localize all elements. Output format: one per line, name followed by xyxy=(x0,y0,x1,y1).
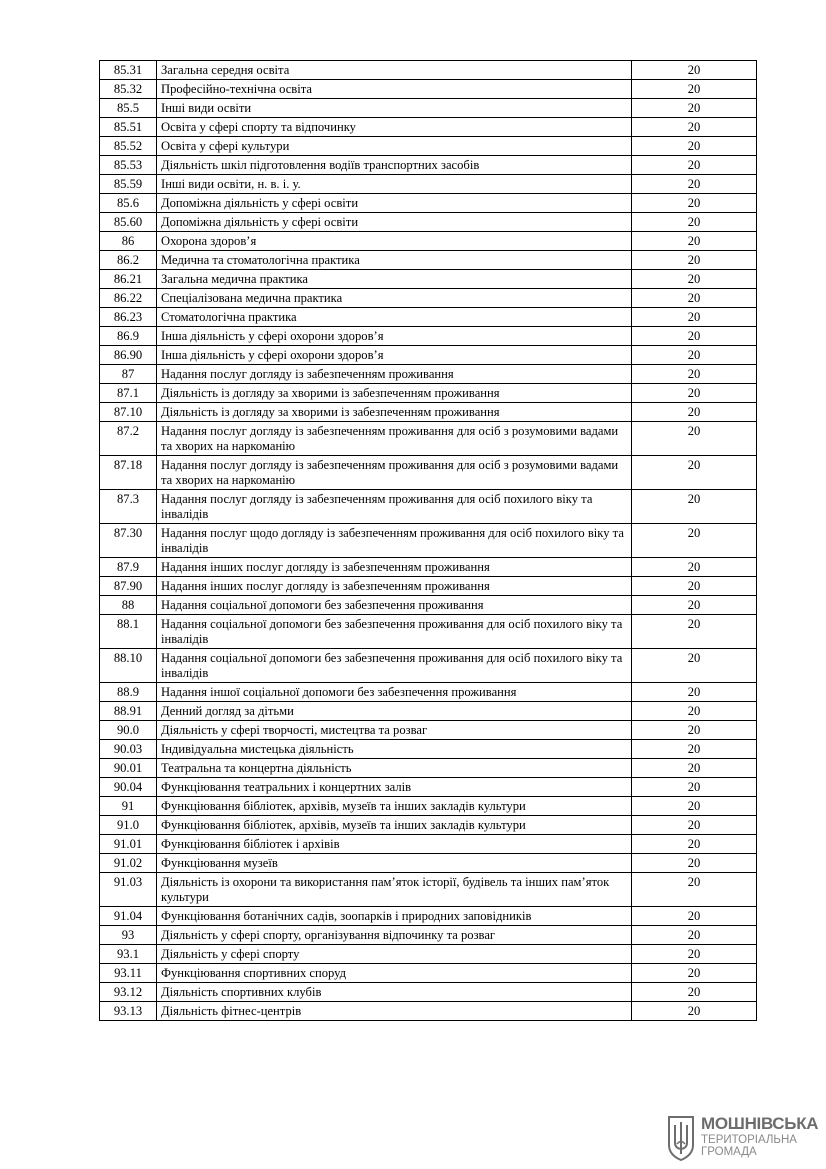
table-row xyxy=(100,194,757,213)
table-row xyxy=(100,156,757,175)
code-cell: 93.12 xyxy=(100,983,157,1002)
rate-cell: 20 xyxy=(632,270,757,289)
activity-name-cell: Інші види освіти xyxy=(157,99,632,118)
code-cell: 91.03 xyxy=(100,873,157,907)
rate-cell: 20 xyxy=(632,99,757,118)
code-cell: 87.10 xyxy=(100,403,157,422)
code-cell: 88.10 xyxy=(100,649,157,683)
activity-name-cell: Охорона здоров’я xyxy=(157,232,632,251)
table-row xyxy=(100,759,757,778)
logo-title: МОШНІВСЬКА xyxy=(701,1114,819,1133)
activity-name-cell: Стоматологічна практика xyxy=(157,308,632,327)
code-cell: 87.30 xyxy=(100,524,157,558)
activity-name-cell: Освіта у сфері спорту та відпочинку xyxy=(157,118,632,137)
table-row xyxy=(100,80,757,99)
table-row xyxy=(100,683,757,702)
activity-name-cell: Надання соціальної допомоги без забезпечення проживання для осіб похилого віку та інвалідів xyxy=(157,649,632,683)
table-row xyxy=(100,308,757,327)
rate-cell: 20 xyxy=(632,403,757,422)
code-cell: 87.2 xyxy=(100,422,157,456)
table-row xyxy=(100,649,757,683)
rate-cell: 20 xyxy=(632,456,757,490)
code-cell: 91 xyxy=(100,797,157,816)
rate-cell: 20 xyxy=(632,524,757,558)
activity-name-cell: Надання інших послуг догляду із забезпеченням проживання xyxy=(157,558,632,577)
code-cell: 88.91 xyxy=(100,702,157,721)
table-row xyxy=(100,213,757,232)
code-cell: 86.21 xyxy=(100,270,157,289)
activity-name-cell: Надання послуг догляду із забезпеченням проживання xyxy=(157,365,632,384)
activity-name-cell: Надання соціальної допомоги без забезпечення проживання xyxy=(157,596,632,615)
community-logo xyxy=(667,1113,817,1163)
table-row xyxy=(100,422,757,456)
table-row xyxy=(100,577,757,596)
code-cell: 86.23 xyxy=(100,308,157,327)
code-cell: 87 xyxy=(100,365,157,384)
activity-name-cell: Діяльність спортивних клубів xyxy=(157,983,632,1002)
activity-name-cell: Інша діяльність у сфері охорони здоров’я xyxy=(157,327,632,346)
activity-name-cell: Загальна медична практика xyxy=(157,270,632,289)
table-row xyxy=(100,983,757,1002)
activity-name-cell: Функціювання бібліотек, архівів, музеїв та інших закладів культури xyxy=(157,797,632,816)
code-cell: 86.2 xyxy=(100,251,157,270)
rate-cell: 20 xyxy=(632,983,757,1002)
code-cell: 93.1 xyxy=(100,945,157,964)
rate-cell: 20 xyxy=(632,615,757,649)
rate-cell: 20 xyxy=(632,327,757,346)
table-row xyxy=(100,232,757,251)
rate-cell: 20 xyxy=(632,384,757,403)
activity-name-cell: Освіта у сфері культури xyxy=(157,137,632,156)
rate-cell: 20 xyxy=(632,289,757,308)
table-row xyxy=(100,524,757,558)
activity-name-cell: Надання послуг догляду із забезпеченням проживання для осіб з розумовими вадами та хворих на наркоманію xyxy=(157,422,632,456)
code-cell: 88.9 xyxy=(100,683,157,702)
rate-cell: 20 xyxy=(632,835,757,854)
code-cell: 93 xyxy=(100,926,157,945)
rate-cell: 20 xyxy=(632,232,757,251)
code-cell: 91.04 xyxy=(100,907,157,926)
rate-cell: 20 xyxy=(632,1002,757,1021)
code-cell: 85.5 xyxy=(100,99,157,118)
rate-cell: 20 xyxy=(632,797,757,816)
activity-name-cell: Функціювання ботанічних садів, зоопарків і природних заповідників xyxy=(157,907,632,926)
table-row xyxy=(100,270,757,289)
code-cell: 93.13 xyxy=(100,1002,157,1021)
table-row xyxy=(100,778,757,797)
table-row xyxy=(100,327,757,346)
activity-name-cell: Надання послуг догляду із забезпеченням проживання для осіб з розумовими вадами та хворих на наркоманію xyxy=(157,456,632,490)
code-cell: 85.52 xyxy=(100,137,157,156)
code-cell: 88 xyxy=(100,596,157,615)
activity-name-cell: Функціювання музеїв xyxy=(157,854,632,873)
activity-name-cell: Театральна та концертна діяльність xyxy=(157,759,632,778)
rate-cell: 20 xyxy=(632,558,757,577)
rate-cell: 20 xyxy=(632,490,757,524)
table-row xyxy=(100,61,757,80)
activity-name-cell: Спеціалізована медична практика xyxy=(157,289,632,308)
code-cell: 91.02 xyxy=(100,854,157,873)
table-row xyxy=(100,854,757,873)
rate-cell: 20 xyxy=(632,873,757,907)
rate-cell: 20 xyxy=(632,156,757,175)
rate-cell: 20 xyxy=(632,346,757,365)
table-row xyxy=(100,596,757,615)
rate-cell: 20 xyxy=(632,945,757,964)
code-cell: 90.01 xyxy=(100,759,157,778)
rate-cell: 20 xyxy=(632,422,757,456)
table-row xyxy=(100,907,757,926)
table-body xyxy=(100,61,757,1021)
table-row xyxy=(100,797,757,816)
code-cell: 86.22 xyxy=(100,289,157,308)
kved-rates-table xyxy=(99,60,757,1021)
activity-name-cell: Діяльність у сфері спорту, організування відпочинку та розваг xyxy=(157,926,632,945)
rate-cell: 20 xyxy=(632,702,757,721)
rate-cell: 20 xyxy=(632,778,757,797)
rate-cell: 20 xyxy=(632,926,757,945)
rate-cell: 20 xyxy=(632,907,757,926)
rate-cell: 20 xyxy=(632,118,757,137)
code-cell: 85.60 xyxy=(100,213,157,232)
code-cell: 87.1 xyxy=(100,384,157,403)
code-cell: 85.53 xyxy=(100,156,157,175)
code-cell: 86 xyxy=(100,232,157,251)
table-row xyxy=(100,99,757,118)
activity-name-cell: Допоміжна діяльність у сфері освіти xyxy=(157,194,632,213)
code-cell: 91.01 xyxy=(100,835,157,854)
code-cell: 87.3 xyxy=(100,490,157,524)
table-row xyxy=(100,490,757,524)
activity-name-cell: Діяльність із догляду за хворими із забезпеченням проживання xyxy=(157,384,632,403)
table-row xyxy=(100,175,757,194)
activity-name-cell: Медична та стоматологічна практика xyxy=(157,251,632,270)
activity-name-cell: Діяльність із догляду за хворими із забезпеченням проживання xyxy=(157,403,632,422)
code-cell: 87.18 xyxy=(100,456,157,490)
rate-cell: 20 xyxy=(632,251,757,270)
activity-name-cell: Денний догляд за дітьми xyxy=(157,702,632,721)
activity-name-cell: Функціювання спортивних споруд xyxy=(157,964,632,983)
rate-cell: 20 xyxy=(632,759,757,778)
table-row xyxy=(100,740,757,759)
activity-name-cell: Діяльність фітнес-центрів xyxy=(157,1002,632,1021)
activity-name-cell: Загальна середня освіта xyxy=(157,61,632,80)
code-cell: 91.0 xyxy=(100,816,157,835)
rate-cell: 20 xyxy=(632,365,757,384)
activity-name-cell: Інша діяльність у сфері охорони здоров’я xyxy=(157,346,632,365)
rate-cell: 20 xyxy=(632,964,757,983)
activity-name-cell: Інші види освіти, н. в. і. у. xyxy=(157,175,632,194)
code-cell: 88.1 xyxy=(100,615,157,649)
rate-cell: 20 xyxy=(632,308,757,327)
code-cell: 87.9 xyxy=(100,558,157,577)
table-row xyxy=(100,926,757,945)
table-row xyxy=(100,615,757,649)
table-row xyxy=(100,365,757,384)
rate-cell: 20 xyxy=(632,175,757,194)
table-row xyxy=(100,721,757,740)
rate-cell: 20 xyxy=(632,740,757,759)
rate-cell: 20 xyxy=(632,577,757,596)
table-row xyxy=(100,964,757,983)
code-cell: 93.11 xyxy=(100,964,157,983)
activity-name-cell: Діяльність із охорони та використання пам’яток історії, будівель та інших пам’яток культури xyxy=(157,873,632,907)
code-cell: 86.90 xyxy=(100,346,157,365)
code-cell: 85.6 xyxy=(100,194,157,213)
activity-name-cell: Надання соціальної допомоги без забезпечення проживання для осіб похилого віку та інвалідів xyxy=(157,615,632,649)
activity-name-cell: Надання послуг догляду із забезпеченням проживання для осіб похилого віку та інвалідів xyxy=(157,490,632,524)
code-cell: 85.59 xyxy=(100,175,157,194)
rate-cell: 20 xyxy=(632,816,757,835)
rate-cell: 20 xyxy=(632,596,757,615)
table-row xyxy=(100,873,757,907)
activity-name-cell: Професійно-технічна освіта xyxy=(157,80,632,99)
table-row xyxy=(100,945,757,964)
table-row xyxy=(100,346,757,365)
activity-name-cell: Надання послуг щодо догляду із забезпеченням проживання для осіб похилого віку та інвалідів xyxy=(157,524,632,558)
table-row xyxy=(100,456,757,490)
rate-cell: 20 xyxy=(632,61,757,80)
rate-cell: 20 xyxy=(632,137,757,156)
code-cell: 90.03 xyxy=(100,740,157,759)
table-row xyxy=(100,403,757,422)
table-row xyxy=(100,251,757,270)
rate-cell: 20 xyxy=(632,649,757,683)
table-row xyxy=(100,702,757,721)
trident-emblem-icon xyxy=(667,1115,695,1161)
table-row xyxy=(100,835,757,854)
table-row xyxy=(100,384,757,403)
activity-name-cell: Функціювання бібліотек і архівів xyxy=(157,835,632,854)
code-cell: 90.04 xyxy=(100,778,157,797)
table-row xyxy=(100,289,757,308)
activity-name-cell: Діяльність шкіл підготовлення водіїв транспортних засобів xyxy=(157,156,632,175)
rate-cell: 20 xyxy=(632,721,757,740)
rate-cell: 20 xyxy=(632,194,757,213)
rate-cell: 20 xyxy=(632,213,757,232)
code-cell: 85.51 xyxy=(100,118,157,137)
activity-name-cell: Допоміжна діяльність у сфері освіти xyxy=(157,213,632,232)
activity-name-cell: Надання інших послуг догляду із забезпеченням проживання xyxy=(157,577,632,596)
activity-name-cell: Функціювання театральних і концертних залів xyxy=(157,778,632,797)
logo-line-2: ТЕРИТОРІАЛЬНА xyxy=(701,1134,797,1146)
code-cell: 90.0 xyxy=(100,721,157,740)
code-cell: 85.32 xyxy=(100,80,157,99)
rate-cell: 20 xyxy=(632,80,757,99)
activity-name-cell: Діяльність у сфері спорту xyxy=(157,945,632,964)
table-row xyxy=(100,137,757,156)
table-row xyxy=(100,816,757,835)
activity-name-cell: Надання іншої соціальної допомоги без забезпечення проживання xyxy=(157,683,632,702)
activity-name-cell: Функціювання бібліотек, архівів, музеїв та інших закладів культури xyxy=(157,816,632,835)
logo-line-3: ГРОМАДА xyxy=(701,1146,757,1158)
code-cell: 87.90 xyxy=(100,577,157,596)
table-row xyxy=(100,118,757,137)
code-cell: 86.9 xyxy=(100,327,157,346)
table-row xyxy=(100,558,757,577)
activity-name-cell: Діяльність у сфері творчості, мистецтва та розваг xyxy=(157,721,632,740)
table-row xyxy=(100,1002,757,1021)
rate-cell: 20 xyxy=(632,854,757,873)
code-cell: 85.31 xyxy=(100,61,157,80)
activity-name-cell: Індивідуальна мистецька діяльність xyxy=(157,740,632,759)
rate-cell: 20 xyxy=(632,683,757,702)
